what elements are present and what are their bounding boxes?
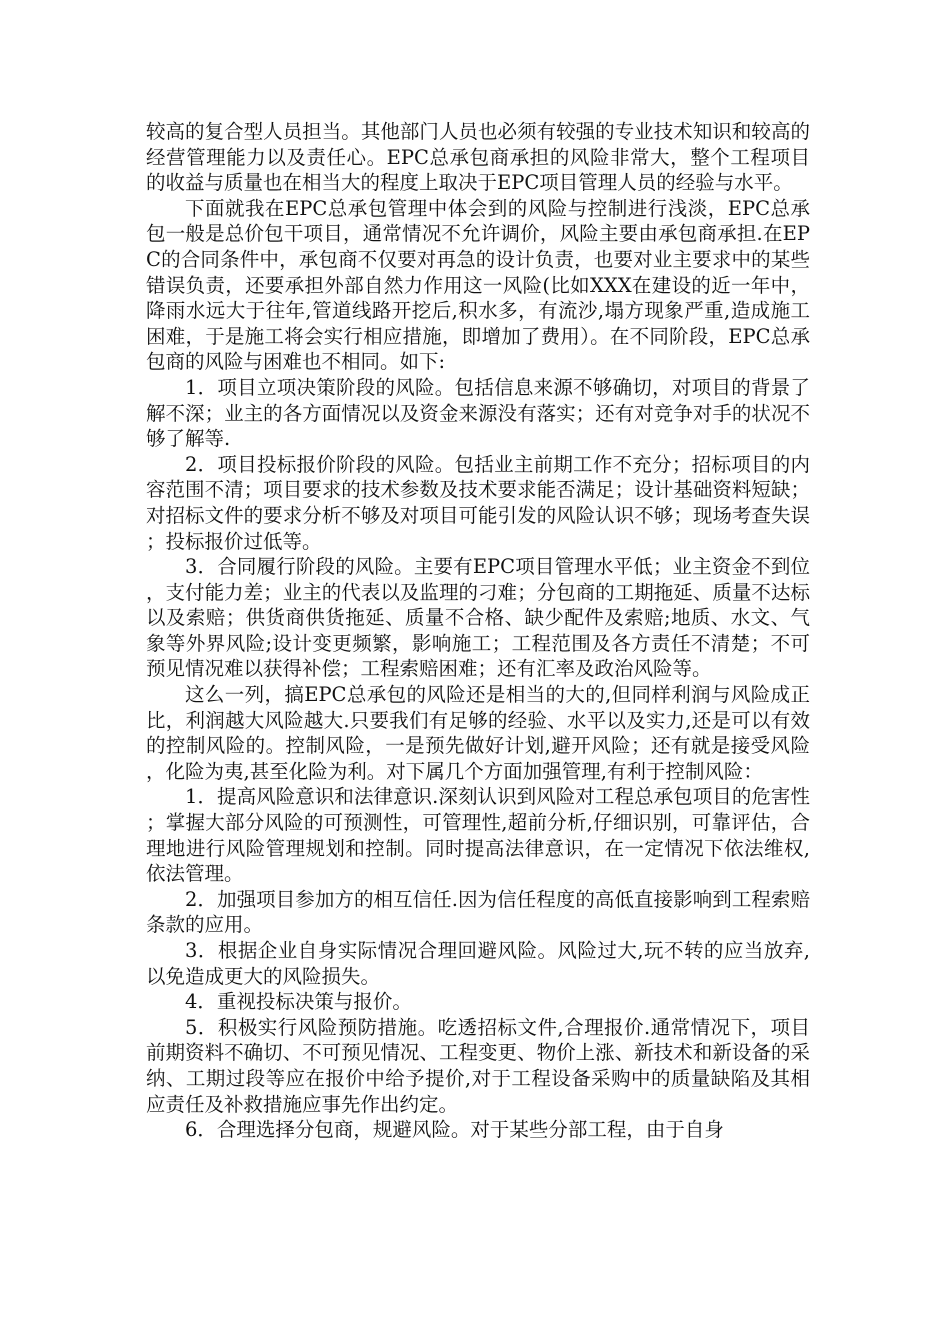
- document-page: [146, 119, 810, 1143]
- paragraph-control-overview: 这么一列，搞EPC总承包的风险还是相当的大的,但同样利润与风险成正比，利润越大风险越大.只要我们有足够的经验、水平以及实力,还是可以有效的控制风险的。控制风险，一是预先做好计划,避开风险；还有就是接受风险，化险为夷,甚至化险为利。对下属几个方面加强管理,有利于控制风险：: [146, 683, 810, 783]
- paragraph-control-6: 6．合理选择分包商，规避风险。对于某些分部工程，由于自身: [185, 1118, 724, 1142]
- paragraph-risk-2: 2．项目投标报价阶段的风险。包括业主前期工作不充分；招标项目的内容范围不清；项目要求的技术参数及技术要求能否满足；设计基础资料短缺；对招标文件的要求分析不够及对项目可能引发的风险认识不够；现场考查失误；投标报价过低等。: [146, 452, 810, 553]
- paragraph-control-5: 5．积极实行风险预防措施。吃透招标文件,合理报价.通常情况下，项目前期资料不确切、不可预见情况、工程变更、物价上涨、新技术和新设备的采纳、工期过段等应在报价中给予提价,对于工程设备采购中的质量缺陷及其相应责任及补救措施应事先作出约定。: [146, 1015, 810, 1116]
- paragraph-intro-continued: 较高的复合型人员担当。其他部门人员也必须有较强的专业技术知识和较高的经营管理能力以及责任心。EPC总承包商承担的风险非常大，整个工程项目的收益与质量也在相当大的程度上取决于EPC项目管理人员的经验与水平。: [146, 120, 810, 195]
- paragraph-control-3: 3．根据企业自身实际情况合理回避风险。风险过大,玩不转的应当放弃,以免造成更大的风险损失。: [146, 939, 810, 988]
- paragraph-control-4: 4．重视投标决策与报价。: [185, 990, 412, 1014]
- paragraph-control-1: 1．提高风险意识和法律意识.深刻认识到风险对工程总承包项目的危害性；掌握大部分风险的可预测性，可管理性,超前分析,仔细识别，可靠评估，合理地进行风险管理规划和控制。同时提高法律意识，在一定情况下依法维权,依法管理。: [146, 785, 810, 886]
- paragraph-risk-1: 1．项目立项决策阶段的风险。包括信息来源不够确切，对项目的背景了解不深；业主的各方面情况以及资金来源没有落实；还有对竞争对手的状况不够了解等.: [146, 375, 810, 451]
- paragraph-risk-overview: 下面就我在EPC总承包管理中体会到的风险与控制进行浅淡，EPC总承包一般是总价包干项目，通常情况不允许调价，风险主要由承包商承担.在EPC的合同条件中，承包商不仅要对再急的设计负责，也要对业主要求中的某些错误负责，还要承担外部自然力作用这一风险(比如XXX在建设的近一年中，降雨水远大于往年,管道线路开挖后,积水多，有流沙,塌方现象严重,造成施工困难，于是施工将会实行相应措施，即增加了费用）。在不同阶段，EPC总承包商的风险与困难也不相同。如下:: [146, 196, 810, 374]
- paragraph-control-2: 2．加强项目参加方的相互信任.因为信任程度的高低直接影响到工程索赔条款的应用。: [146, 887, 810, 937]
- paragraph-risk-3: 3．合同履行阶段的风险。主要有EPC项目管理水平低；业主资金不到位，支付能力差；业主的代表以及监理的刁难；分包商的工期拖延、质量不达标以及索赔；供货商供货拖延、质量不合格、缺少配件及索赔;地质、水文、气象等外界风险;设计变更频繁，影响施工；工程范围及各方责任不清楚；不可预见情况难以获得补偿；工程索赔困难；还有汇率及政治风险等。: [146, 555, 810, 681]
